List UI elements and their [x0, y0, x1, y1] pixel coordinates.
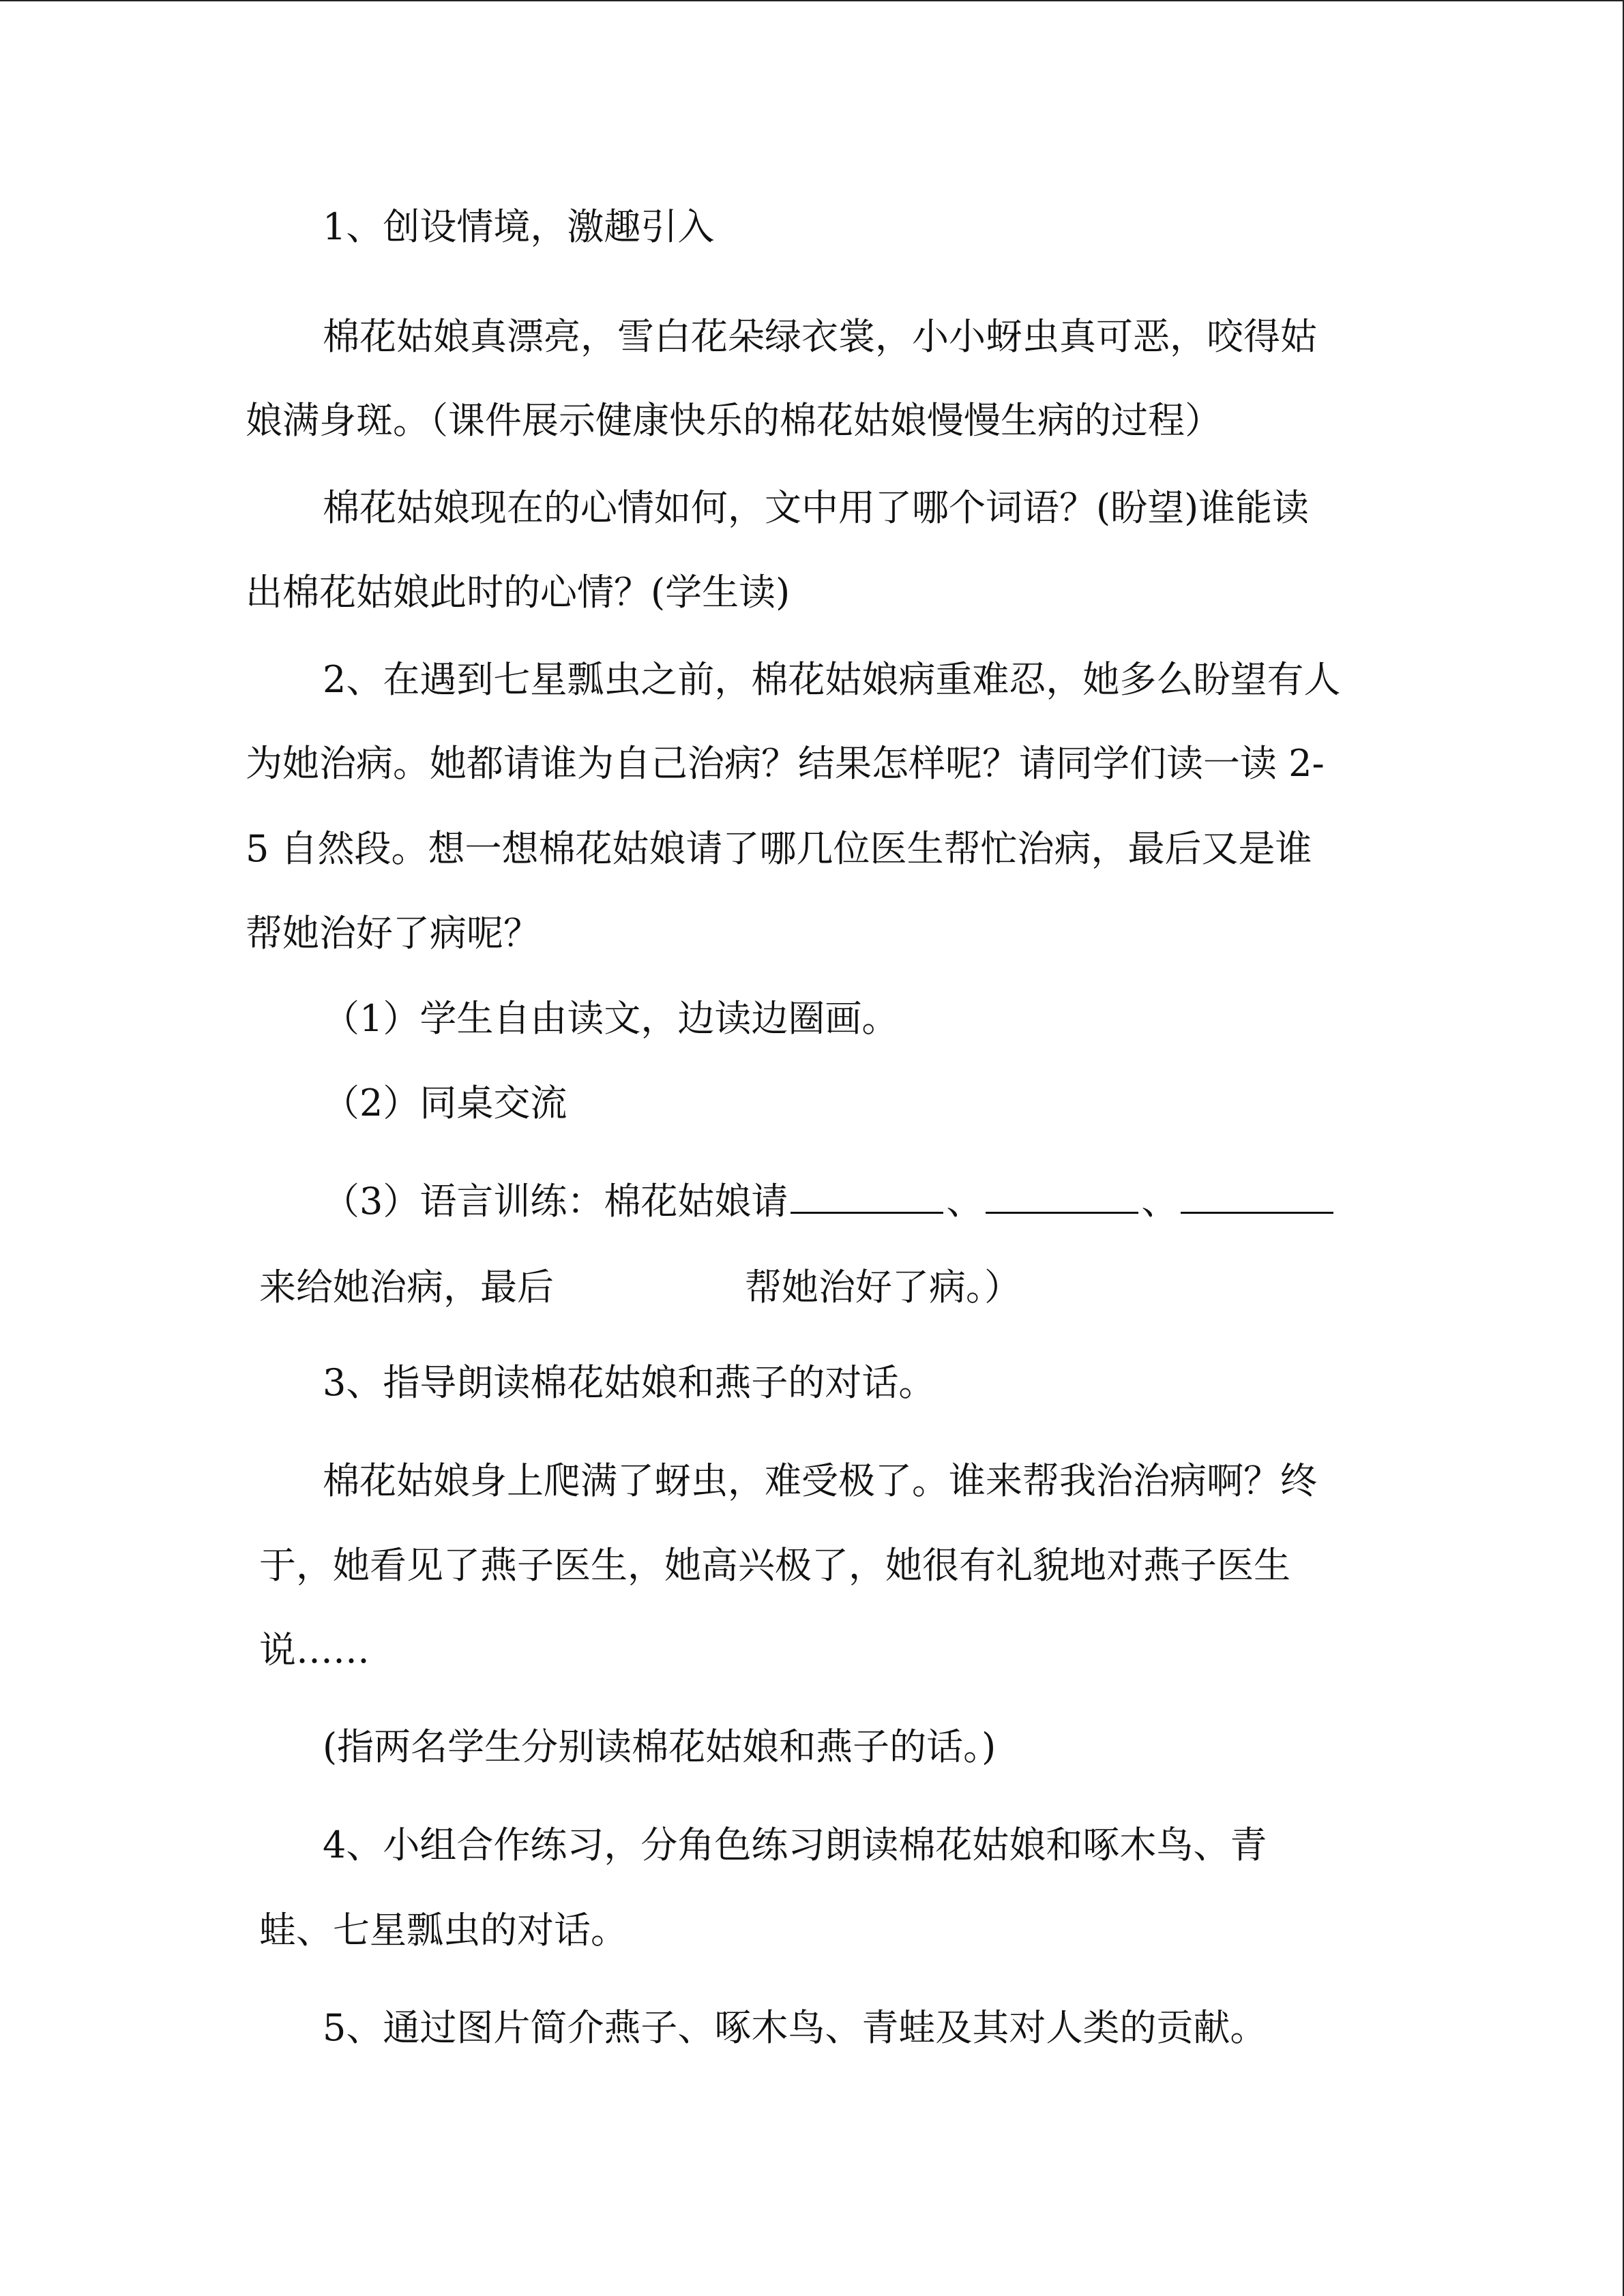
- list-item-2: （2）同桌交流: [323, 1082, 567, 1124]
- paragraph-line: 蛙、七星瓢虫的对话。: [259, 1909, 628, 1952]
- section-heading-3: 3、指导朗读棉花姑娘和燕子的对话。: [323, 1361, 936, 1404]
- section-heading-5: 5、通过图片简介燕子、啄木鸟、青蛙及其对人类的贡献。: [323, 2006, 1267, 2049]
- paragraph-line: 为她治病。她都请谁为自己治病？结果怎样呢？请同学们读一读 2-: [246, 742, 1325, 785]
- answer-blank-4: [554, 1293, 745, 1300]
- exercise-prompt: （3）语言训练：棉花姑娘请: [323, 1180, 788, 1223]
- exercise-text-start: 来给她治病，最后: [259, 1266, 554, 1309]
- exercise-text-end: 帮她治好了病。）: [745, 1266, 1021, 1309]
- paragraph-line: 棉花姑娘现在的心情如何，文中用了哪个词语？(盼望)谁能读: [323, 486, 1310, 529]
- paragraph-line: 娘满身斑。（课件展示健康快乐的棉花姑娘慢慢生病的过程）: [246, 399, 1222, 442]
- blank-separator: 、: [1141, 1180, 1179, 1223]
- answer-blank-1: [791, 1183, 943, 1214]
- answer-blank-3: [1181, 1183, 1333, 1214]
- section-heading-4: 4、小组合作练习，分角色练习朗读棉花姑娘和啄木鸟、青: [323, 1823, 1267, 1866]
- paragraph-line: 帮她治好了病呢？: [246, 912, 540, 955]
- blank-separator: 、: [946, 1180, 984, 1223]
- fill-in-exercise-line: [323, 1178, 1336, 1225]
- section-heading-1: 1、创设情境，激趣引入: [323, 205, 715, 248]
- list-item-1: （1）学生自由读文，边读边圈画。: [323, 997, 899, 1040]
- answer-blank-2: [986, 1183, 1138, 1214]
- paragraph-line: 说……: [259, 1628, 370, 1671]
- section-heading-2: 2、在遇到七星瓢虫之前，棉花姑娘病重难忍，她多么盼望有人: [323, 658, 1341, 701]
- fill-in-exercise-line-2: [259, 1264, 1021, 1311]
- paragraph-line: 于，她看见了燕子医生，她高兴极了，她很有礼貌地对燕子医生: [259, 1544, 1290, 1587]
- paragraph-line: 棉花姑娘身上爬满了蚜虫，难受极了。谁来帮我治治病啊？终: [323, 1459, 1317, 1502]
- paragraph-line: 5 自然段。想一想棉花姑娘请了哪几位医生帮忙治病，最后又是谁: [246, 827, 1312, 870]
- paragraph-line: 出棉花姑娘此时的心情？(学生读): [246, 571, 791, 614]
- instruction-note: (指两名学生分别读棉花姑娘和燕子的话。): [323, 1725, 996, 1768]
- paragraph-line: 棉花姑娘真漂亮，雪白花朵绿衣裳，小小蚜虫真可恶，咬得姑: [323, 315, 1317, 358]
